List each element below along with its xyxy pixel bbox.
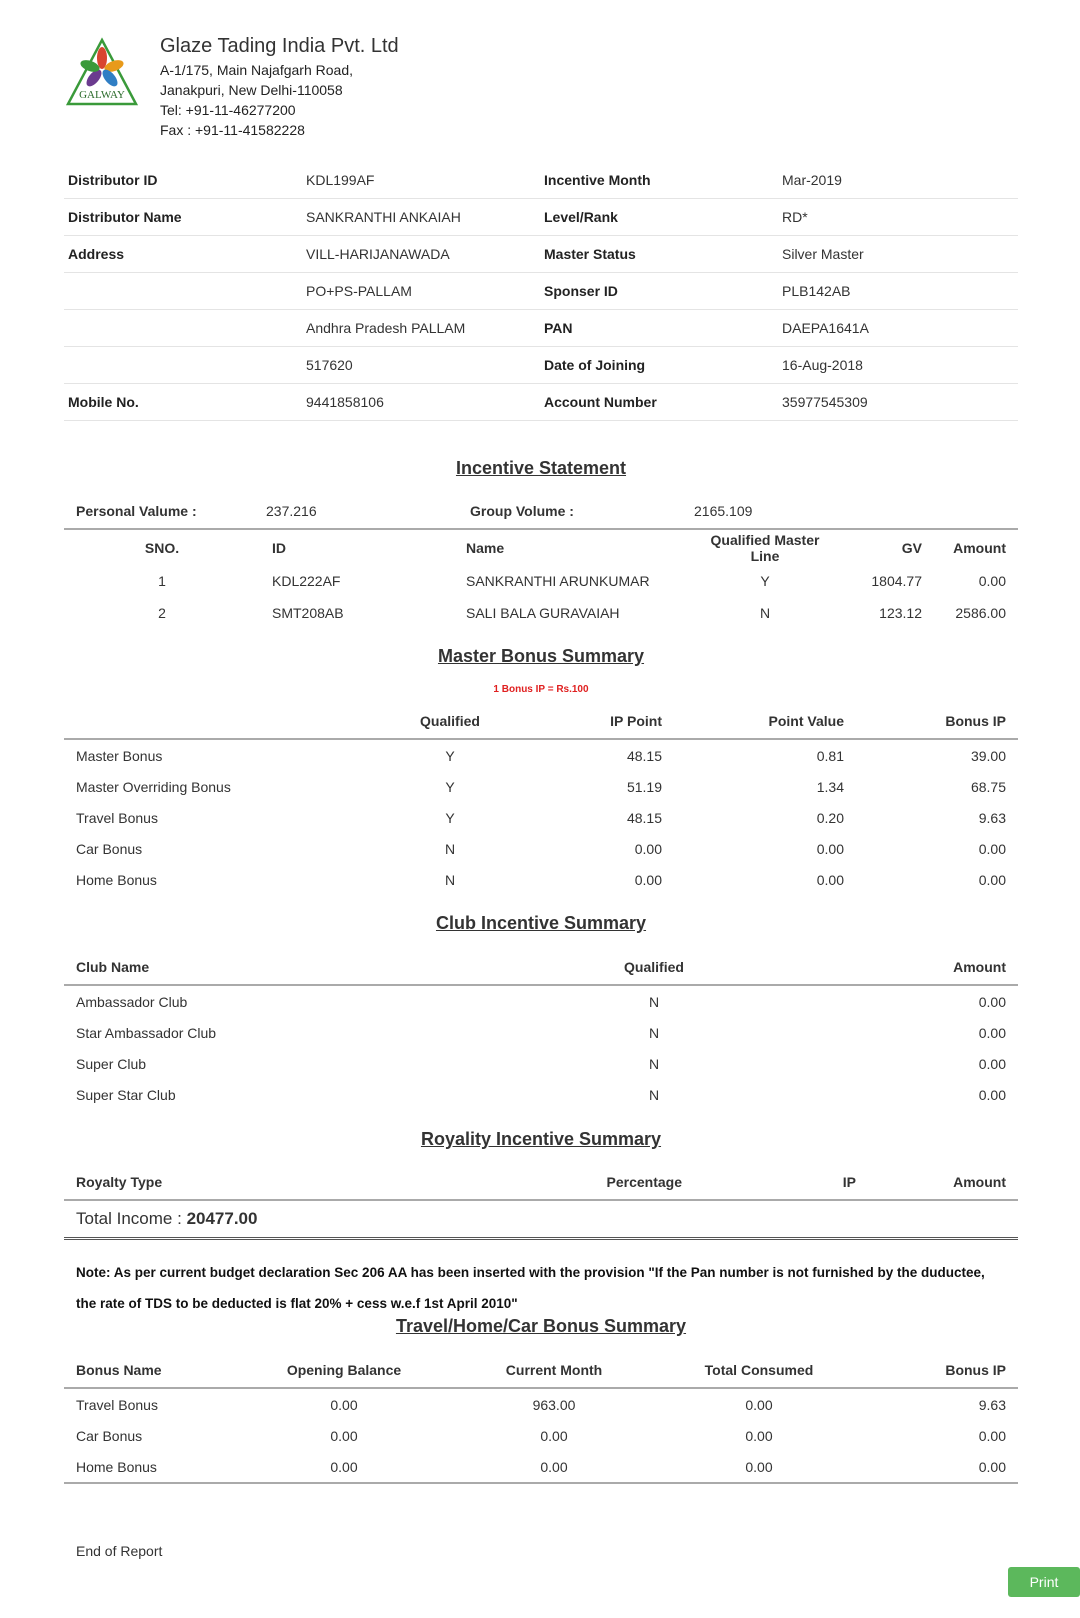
cell-ip-point: 51.19 xyxy=(626,778,662,795)
travel-bonus-title: Travel/Home/Car Bonus Summary xyxy=(395,1316,687,1336)
cell-gv: 123.12 xyxy=(879,605,922,621)
table-row xyxy=(64,802,1018,833)
incentive-table xyxy=(64,531,1018,629)
cell-bonus-name: Car Bonus xyxy=(76,840,143,857)
cell-id: KDL222AF xyxy=(272,573,341,589)
info-label: Master Status xyxy=(540,236,778,273)
info-label: Sponser ID xyxy=(540,273,778,310)
info-value: 517620 xyxy=(302,347,540,384)
total-income-label: Total Income : xyxy=(76,1209,187,1228)
table-row xyxy=(64,985,1018,1017)
table-row xyxy=(64,864,1018,895)
cell-total-consumed: 0.00 xyxy=(745,1458,773,1475)
company-header xyxy=(64,30,1018,142)
info-label: Address xyxy=(64,236,302,273)
col-id: ID xyxy=(272,540,286,556)
group-volume-value: 2165.109 xyxy=(694,503,753,519)
cell-bonus-ip: 9.63 xyxy=(978,1396,1006,1413)
total-income xyxy=(64,1200,1018,1239)
info-row xyxy=(64,273,1018,310)
company-logo xyxy=(66,36,138,106)
volume-summary xyxy=(64,494,1018,530)
cell-qualified: Y xyxy=(445,747,455,764)
cell-bonus-name: Travel Bonus xyxy=(76,809,158,826)
cell-bonus-name: Travel Bonus xyxy=(76,1396,158,1413)
group-volume-label: Group Volume : xyxy=(470,503,574,519)
info-label: Mobile No. xyxy=(64,384,302,421)
info-label: Incentive Month xyxy=(540,162,778,199)
col-club-amount: Amount xyxy=(953,959,1006,975)
cell-name: SALI BALA GURAVAIAH xyxy=(466,605,620,621)
info-label xyxy=(64,310,302,347)
cell-bonus-name: Home Bonus xyxy=(76,1458,157,1475)
cell-club-name: Star Ambassador Club xyxy=(76,1024,217,1041)
address-line-1: A-1/175, Main Najafgarh Road, xyxy=(160,62,353,78)
info-value: PO+PS-PALLAM xyxy=(302,273,540,310)
table-row xyxy=(64,1048,1018,1079)
fax: Fax : +91-11-41582228 xyxy=(160,122,305,138)
col-point-value: Point Value xyxy=(768,713,844,729)
report-page xyxy=(64,30,1018,1559)
cell-name: SANKRANTHI ARUNKUMAR xyxy=(466,573,650,589)
info-row xyxy=(64,347,1018,384)
table-row xyxy=(64,565,1018,597)
info-row xyxy=(64,310,1018,347)
cell-ip-point: 0.00 xyxy=(634,840,662,857)
col-total-consumed: Total Consumed xyxy=(704,1362,814,1378)
table-row xyxy=(64,597,1018,629)
cell-point-value: 0.00 xyxy=(816,840,844,857)
club-incentive-table xyxy=(64,950,1018,1110)
cell-amount: 0.00 xyxy=(978,573,1006,589)
cell-current-month: 0.00 xyxy=(540,1458,568,1475)
logo-text: GALWAY xyxy=(79,89,125,101)
info-value: 35977545309 xyxy=(778,384,1018,421)
address-line-2: Janakpuri, New Delhi-110058 xyxy=(160,82,343,98)
royalty-table xyxy=(64,1165,1018,1240)
col-bonus-name xyxy=(64,704,384,739)
club-incentive-title: Club Incentive Summary xyxy=(435,913,647,933)
info-label xyxy=(64,347,302,384)
cell-qualified: N xyxy=(444,871,456,888)
cell-qualified: N xyxy=(648,1024,660,1041)
cell-opening-balance: 0.00 xyxy=(330,1427,358,1444)
bonus-ip-rate-note: 1 Bonus IP = Rs.100 xyxy=(493,684,589,695)
cell-amount: 0.00 xyxy=(978,993,1006,1010)
cell-total-consumed: 0.00 xyxy=(745,1396,773,1413)
col-club-name: Club Name xyxy=(76,959,150,975)
master-bonus-title: Master Bonus Summary xyxy=(437,646,645,666)
col-club-qualified: Qualified xyxy=(624,959,684,975)
col-percentage: Percentage xyxy=(606,1174,682,1190)
personal-volume-label: Personal Valume : xyxy=(76,503,197,519)
cell-point-value: 0.00 xyxy=(816,871,844,888)
cell-club-name: Super Star Club xyxy=(76,1086,176,1103)
telephone: Tel: +91-11-46277200 xyxy=(160,102,296,118)
cell-bonus-name: Home Bonus xyxy=(76,871,157,888)
cell-bonus-ip: 0.00 xyxy=(978,871,1006,888)
cell-amount: 0.00 xyxy=(978,1055,1006,1072)
info-label: Level/Rank xyxy=(540,199,778,236)
col-bonus-ip: Bonus IP xyxy=(945,713,1006,729)
info-value: 9441858106 xyxy=(302,384,540,421)
col-royalty-type: Royalty Type xyxy=(76,1174,163,1190)
cell-amount: 0.00 xyxy=(978,1086,1006,1103)
cell-sno: 2 xyxy=(158,605,166,621)
table-row xyxy=(64,1388,1018,1420)
cell-ip-point: 48.15 xyxy=(626,747,662,764)
cell-bonus-name: Car Bonus xyxy=(76,1427,143,1444)
cell-qualified: Y xyxy=(445,778,455,795)
cell-qualified: Y xyxy=(760,573,770,589)
cell-bonus-name: Master Bonus xyxy=(76,747,163,764)
cell-bonus-name: Master Overriding Bonus xyxy=(76,778,231,795)
info-value: PLB142AB xyxy=(778,273,1018,310)
travel-bonus-table xyxy=(64,1353,1018,1484)
cell-club-name: Ambassador Club xyxy=(76,993,188,1010)
cell-bonus-ip: 39.00 xyxy=(970,747,1006,764)
info-value: Mar-2019 xyxy=(778,162,1018,199)
personal-volume-value: 237.216 xyxy=(266,503,317,519)
col-qualified: Qualified xyxy=(420,713,480,729)
info-label: Date of Joining xyxy=(540,347,778,384)
cell-point-value: 0.81 xyxy=(816,747,844,764)
cell-point-value: 0.20 xyxy=(816,809,844,826)
info-row xyxy=(64,199,1018,236)
info-value: RD* xyxy=(778,199,1018,236)
cell-id: SMT208AB xyxy=(272,605,344,621)
info-value: 16-Aug-2018 xyxy=(778,347,1018,384)
royalty-incentive-title: Royality Incentive Summary xyxy=(420,1129,662,1149)
col-qualified-master-line: Qualified Master Line xyxy=(710,532,820,564)
info-label: Account Number xyxy=(540,384,778,421)
info-value: VILL-HARIJANAWADA xyxy=(302,236,540,273)
total-income-value: 20477.00 xyxy=(186,1209,258,1228)
cell-opening-balance: 0.00 xyxy=(330,1458,358,1475)
table-row xyxy=(64,1079,1018,1110)
table-row xyxy=(64,739,1018,771)
print-button[interactable]: Print xyxy=(1008,1567,1080,1597)
col-opening-balance: Opening Balance xyxy=(286,1362,402,1378)
cell-gv: 1804.77 xyxy=(871,573,922,589)
table-row xyxy=(64,1017,1018,1048)
table-row xyxy=(64,833,1018,864)
end-of-report: End of Report xyxy=(76,1543,163,1559)
col-royalty-amount: Amount xyxy=(953,1174,1006,1190)
cell-ip-point: 48.15 xyxy=(626,809,662,826)
table-row xyxy=(64,1420,1018,1451)
cell-bonus-ip: 0.00 xyxy=(978,1427,1006,1444)
cell-ip-point: 0.00 xyxy=(634,871,662,888)
cell-bonus-ip: 68.75 xyxy=(970,778,1006,795)
cell-qualified: N xyxy=(648,993,660,1010)
cell-qualified: Y xyxy=(445,809,455,826)
info-row xyxy=(64,162,1018,199)
info-row xyxy=(64,384,1018,421)
table-row xyxy=(64,771,1018,802)
cell-qualified: N xyxy=(648,1086,660,1103)
cell-point-value: 1.34 xyxy=(816,778,844,795)
info-value: Andhra Pradesh PALLAM xyxy=(302,310,540,347)
company-address-block xyxy=(160,32,399,140)
cell-qualified: N xyxy=(444,840,456,857)
incentive-statement-title: Incentive Statement xyxy=(455,458,627,478)
table-row xyxy=(64,1451,1018,1483)
cell-bonus-ip: 0.00 xyxy=(978,1458,1006,1475)
company-name: Glaze Tading India Pvt. Ltd xyxy=(160,35,399,57)
distributor-info-table xyxy=(64,162,1018,421)
cell-club-name: Super Club xyxy=(76,1055,147,1072)
cell-bonus-ip: 0.00 xyxy=(978,840,1006,857)
cell-amount: 0.00 xyxy=(978,1024,1006,1041)
col-ip-point: IP Point xyxy=(610,713,662,729)
info-row xyxy=(64,236,1018,273)
cell-total-consumed: 0.00 xyxy=(745,1427,773,1444)
master-bonus-table xyxy=(64,704,1018,895)
cell-sno: 1 xyxy=(158,573,166,589)
col-amount: Amount xyxy=(953,540,1006,556)
info-value: SANKRANTHI ANKAIAH xyxy=(302,199,540,236)
info-label xyxy=(64,273,302,310)
cell-current-month: 0.00 xyxy=(540,1427,568,1444)
info-value: DAEPA1641A xyxy=(778,310,1018,347)
info-label: Distributor Name xyxy=(64,199,302,236)
info-value: KDL199AF xyxy=(302,162,540,199)
cell-qualified: N xyxy=(759,605,771,621)
col-name: Name xyxy=(466,540,505,556)
col-ip: IP xyxy=(842,1174,856,1190)
cell-amount: 2586.00 xyxy=(955,605,1006,621)
cell-opening-balance: 0.00 xyxy=(330,1396,358,1413)
info-label: Distributor ID xyxy=(64,162,302,199)
col-bonus-name-2: Bonus Name xyxy=(76,1362,162,1378)
tds-note: Note: As per current budget declaration Sec 206 AA has been inserted with the provision "If the Pan number is not furnished by the duductee, the rate of TDS to be deducted is flat 20% + cess w.e.f 1st April 2010" xyxy=(76,1265,985,1311)
col-sno: SNO. xyxy=(144,540,180,556)
col-current-month: Current Month xyxy=(505,1362,603,1378)
col-bonus-ip-2: Bonus IP xyxy=(945,1362,1006,1378)
cell-qualified: N xyxy=(648,1055,660,1072)
cell-bonus-ip: 9.63 xyxy=(978,809,1006,826)
info-value: Silver Master xyxy=(778,236,1018,273)
col-gv: GV xyxy=(901,540,922,556)
cell-current-month: 963.00 xyxy=(532,1396,576,1413)
info-label: PAN xyxy=(540,310,778,347)
